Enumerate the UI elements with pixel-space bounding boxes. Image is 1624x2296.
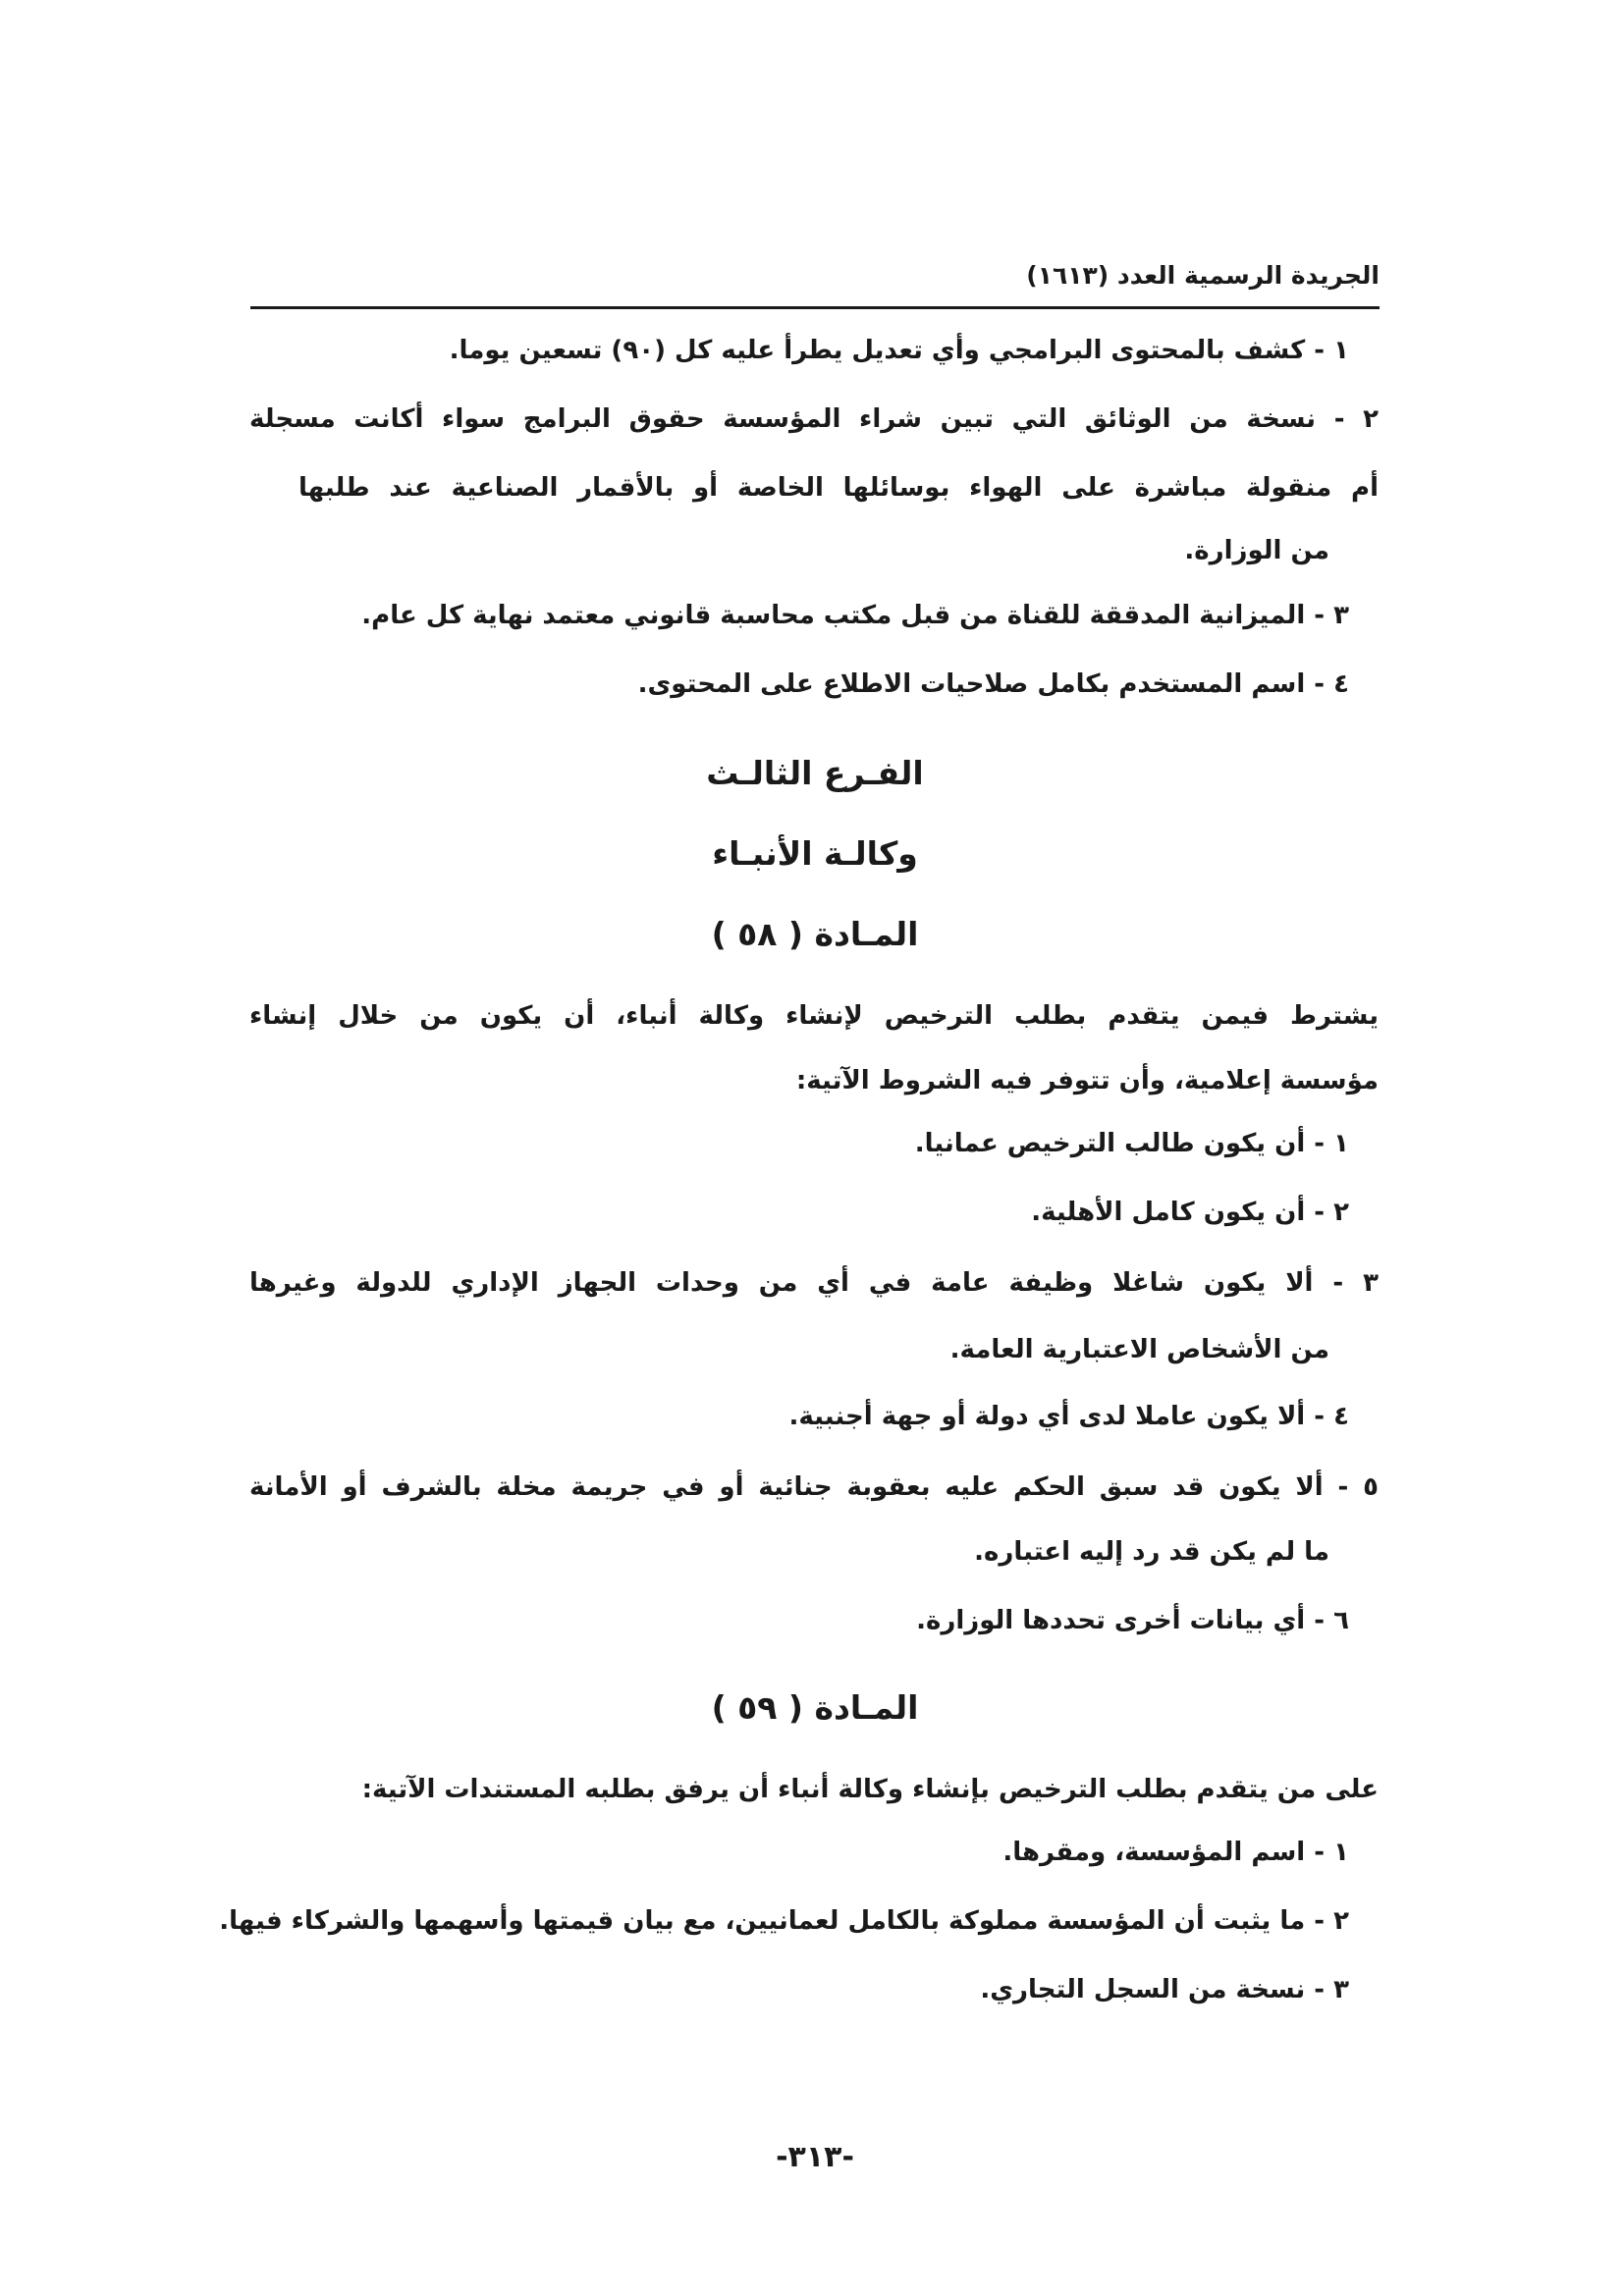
list-item: ٢ - أن يكون كامل الأهلية. — [1031, 1198, 1349, 1227]
list-item: ٣ - نسخة من السجل التجاري. — [980, 1975, 1349, 2004]
list-item: ١ - أن يكون طالب الترخيص عمانيا. — [914, 1129, 1349, 1158]
article-58-intro: يشترط فيمن يتقدم بطلب الترخيص لإنشاء وكالة أنباء، أن يكون من خلال إنشاء — [249, 1001, 1379, 1031]
list-item: ١ - اسم المؤسسة، ومقرها. — [1002, 1838, 1349, 1867]
gazette-title: الجريدة الرسمية العدد (١٦١٣) — [1026, 261, 1380, 290]
list-item: ٤ - ألا يكون عاملا لدى أي دولة أو جهة أجنبية. — [788, 1402, 1349, 1431]
list-item: ٥ - ألا يكون قد سبق الحكم عليه بعقوبة جنائية أو في جريمة مخلة بالشرف أو الأمانة — [249, 1472, 1379, 1502]
list-item-continuation: ما لم يكن قد رد إليه اعتباره. — [974, 1537, 1329, 1567]
list-item: ٢ - نسخة من الوثائق التي تبين شراء المؤسسة حقوق البرامج سواء أكانت مسجلة — [249, 404, 1379, 434]
list-item: ٢ - ما يثبت أن المؤسسة مملوكة بالكامل لعمانيين، مع بيان قيمتها وأسهمها والشركاء فيها. — [219, 1906, 1349, 1936]
list-item-continuation: من الأشخاص الاعتبارية العامة. — [949, 1335, 1329, 1364]
list-item: ١ - كشف بالمحتوى البرامجي وأي تعديل يطرأ عليه كل (٩٠) تسعين يوما. — [449, 336, 1349, 365]
list-item-continuation: أم منقولة مباشرة على الهواء بوسائلها الخاصة أو بالأقمار الصناعية عند طلبها — [298, 473, 1379, 503]
list-item: ٣ - ألا يكون شاغلا وظيفة عامة في أي من وحدات الجهاز الإداري للدولة وغيرها — [249, 1268, 1379, 1298]
list-item-continuation: من الوزارة. — [1184, 536, 1329, 565]
branch-title: الفـرع الثالـث — [706, 754, 924, 792]
branch-subtitle: وكالـة الأنبـاء — [712, 834, 918, 873]
page-header — [250, 257, 1380, 309]
list-item: ٣ - الميزانية المدققة للقناة من قبل مكتب محاسبة قانوني معتمد نهاية كل عام. — [361, 601, 1349, 630]
list-item: ٤ - اسم المستخدم بكامل صلاحيات الاطلاع على المحتوى. — [637, 669, 1349, 699]
article-58-title: المـادة ( ٥٨ ) — [711, 915, 919, 953]
list-item: ٦ - أي بيانات أخرى تحددها الوزارة. — [916, 1606, 1349, 1635]
page-number: -٣١٣- — [776, 2140, 854, 2174]
article-58-intro: مؤسسة إعلامية، وأن تتوفر فيه الشروط الآتية: — [795, 1066, 1379, 1095]
article-59-intro: على من يتقدم بطلب الترخيص بإنشاء وكالة أنباء أن يرفق بطلبه المستندات الآتية: — [361, 1775, 1379, 1804]
article-59-title: المـادة ( ٥٩ ) — [711, 1688, 919, 1727]
